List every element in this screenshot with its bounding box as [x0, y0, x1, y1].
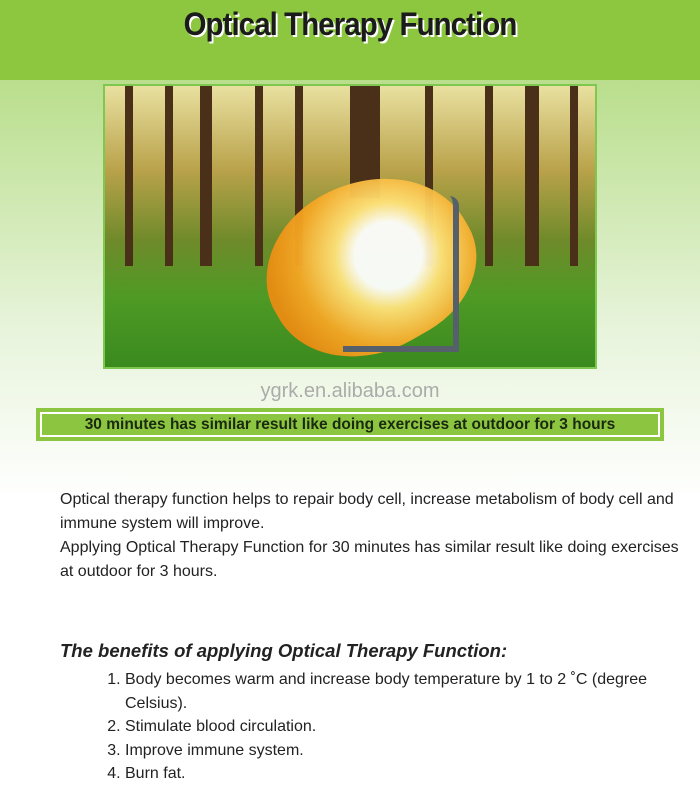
list-item: 4. Burn fat.	[125, 762, 685, 786]
forest-therapy-image	[103, 84, 597, 369]
benefits-list	[88, 668, 685, 786]
benefits-heading: The benefits of applying Optical Therapy Function:	[60, 640, 508, 661]
chair	[343, 196, 459, 352]
page-title: Optical Therapy Function	[183, 6, 517, 42]
list-item: 3. Improve immune system.	[125, 739, 685, 763]
description-line: Applying Optical Therapy Function for 30 minutes has similar result like doing exercises at outdoor for 3 hours.	[60, 539, 679, 580]
highlight-banner: 30 minutes has similar result like doing exercises at outdoor for 3 hours	[36, 408, 664, 441]
list-item: 1. Body becomes warm and increase body temperature by 1 to 2 ˚C (degree Celsius).	[125, 668, 685, 715]
list-item: 2. Stimulate blood circulation.	[125, 715, 685, 739]
watermark: ygrk.en.alibaba.com	[260, 380, 440, 402]
description-line: Optical therapy function helps to repair body cell, increase metabolism of body cell and immune system will improve.	[60, 491, 674, 532]
description	[60, 488, 680, 584]
